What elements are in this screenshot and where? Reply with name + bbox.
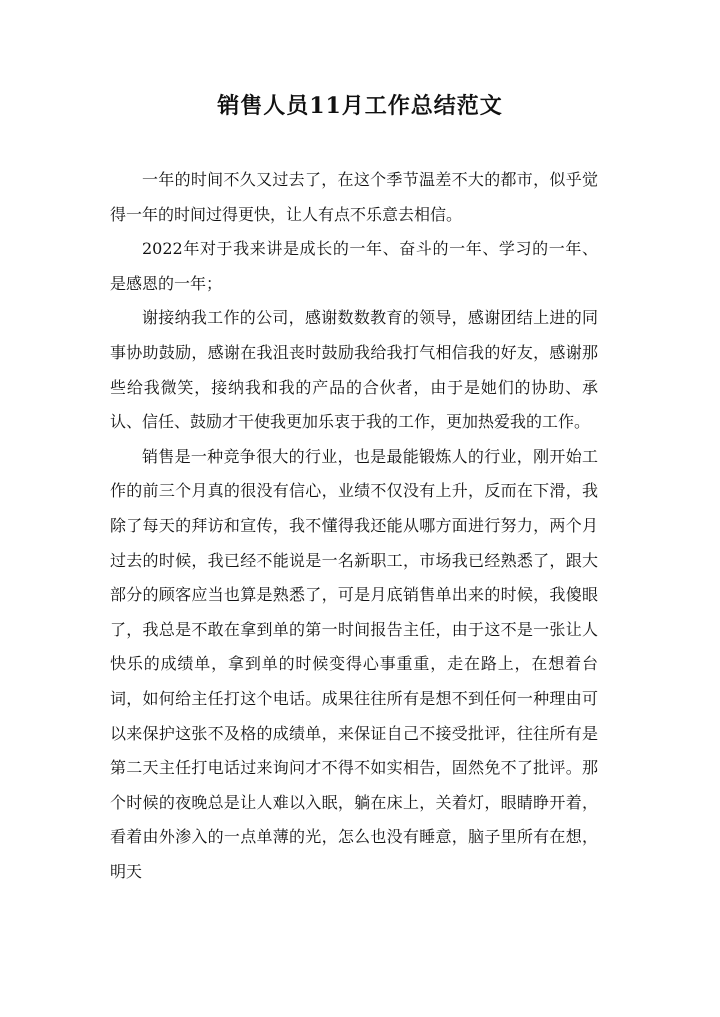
paragraph-3: 谢接纳我工作的公司，感谢数数教育的领导，感谢团结上进的同事协助鼓励，感谢在我沮丧时鼓励我给我打气相信我的好友，感谢那些给我微笑，接纳我和我的产品的合伙者，由于是她们的协助、承认、信任、鼓励才干使我更加乐衷于我的工作，更加热爱我的工作。 xyxy=(110,308,598,432)
paragraph-2: 2022年对于我来讲是成长的一年、奋斗的一年、学习的一年、是感恩的一年； xyxy=(110,239,598,293)
paragraph-1: 一年的时间不久又过去了，在这个季节温差不大的都市，似乎觉得一年的时间过得更快，让人有点不乐意去相信。 xyxy=(110,170,598,224)
document-body xyxy=(110,163,598,889)
document-title: 销售人员11月工作总结范文 xyxy=(217,93,503,119)
paragraph-4: 销售是一种竞争很大的行业，也是最能锻炼人的行业，刚开始工作的前三个月真的很没有信心，业绩不仅没有上升，反而在下滑，我除了每天的拜访和宣传，我不懂得我还能从哪方面进行努力，两个月过去的时候，我已经不能说是一名新职工，市场我已经熟悉了，跟大部分的顾客应当也算是熟悉了，可是月底销售单出来的时候，我傻眼了，我总是不敢在拿到单的第一时间报告主任，由于这不是一张让人快乐的成绩单，拿到单的时候变得心事重重，走在路上，在想着台词，如何给主任打这个电话。成果往往所有是想不到任何一种理由可以来保护这张不及格的成绩单，来保证自己不接受批评，往往所有是第二天主任打电话过来询问才不得不如实相告，固然免不了批评。那个时候的夜晚总是让人难以入眠，躺在床上，关着灯，眼睛睁开着，看着由外渗入的一点单薄的光，怎么也没有睡意，脑子里所有在想，明天 xyxy=(110,446,598,881)
